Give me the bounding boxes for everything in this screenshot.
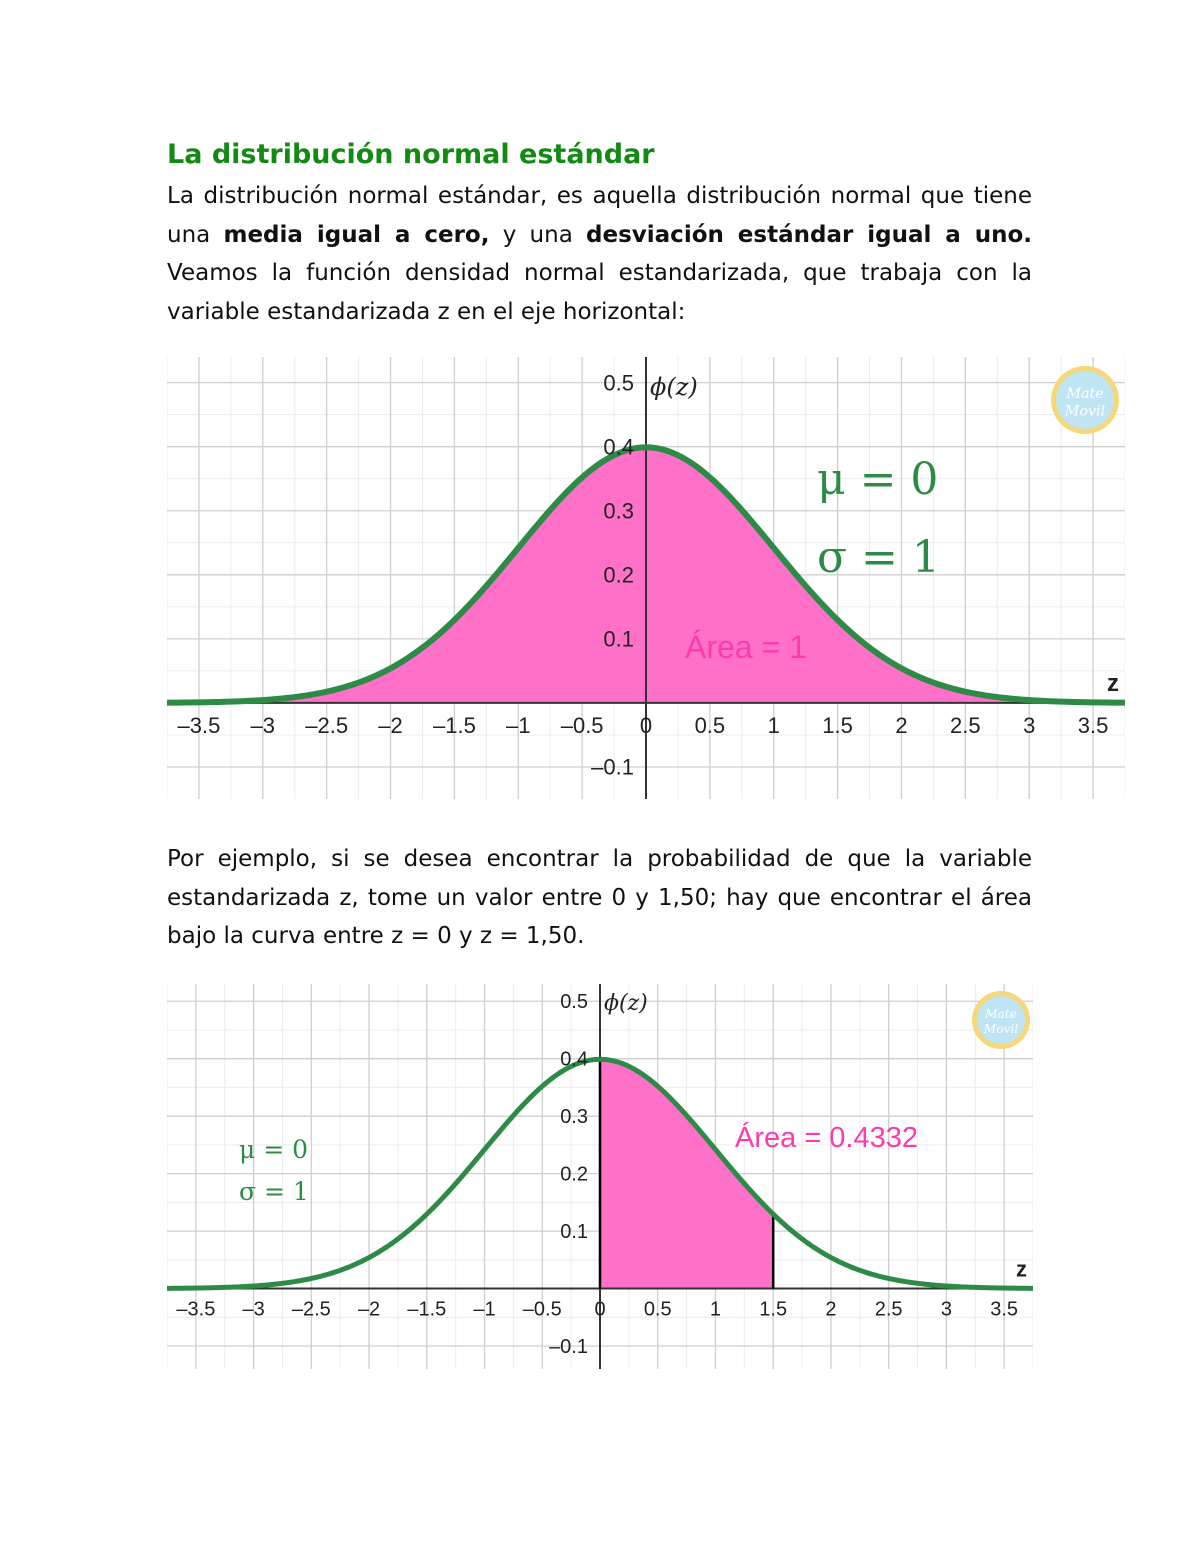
intro-text-2: y una (489, 221, 587, 248)
y-tick-label: 0.3 (560, 1106, 588, 1129)
x-tick-label: 2 (895, 712, 908, 738)
x-tick-label: –2 (357, 1298, 381, 1321)
x-tick-label: –1 (506, 712, 531, 738)
x-tick-label: 1.5 (759, 1298, 788, 1321)
y-tick-label: 0.5 (603, 370, 634, 396)
y-tick-label: 0.2 (603, 562, 634, 588)
mate-movil-logo-icon (972, 991, 1030, 1049)
normal-curve-chart-full (167, 357, 1125, 799)
x-tick-label: –3.5 (176, 1298, 216, 1321)
page-heading: La distribución normal estándar (167, 139, 655, 170)
mu-label: μ = 0 (239, 1135, 308, 1164)
intro-text-1: La distribución normal estándar, es aquella distribución normal que tiene una (167, 183, 1032, 248)
y-tick-label: 0.1 (560, 1221, 588, 1244)
x-axis-label: z (1107, 669, 1119, 697)
sigma-label: σ = 1 (239, 1177, 309, 1206)
x-tick-label: 0.5 (694, 712, 726, 738)
x-tick-label: –0.5 (522, 1298, 562, 1321)
x-tick-label: –3 (242, 1298, 265, 1321)
mu-label: μ = 0 (817, 454, 939, 505)
x-tick-label: 1 (767, 712, 780, 738)
y-tick-label: 0.5 (560, 991, 588, 1014)
y-axis-label: ϕ(z) (650, 373, 698, 401)
logo-line-2: Movil (1064, 403, 1106, 420)
x-tick-label: –0.5 (560, 712, 604, 738)
x-tick-label: –2.5 (291, 1298, 331, 1321)
example-paragraph: Por ejemplo, si se desea encontrar la probabilidad de que la variable estandarizada z, tome un valor entre 0 y 1,50; hay que encontrar el área bajo la curva entre z = 0 y z = 1,50. (167, 846, 1032, 949)
logo-line-1: Mate (1066, 386, 1104, 402)
x-tick-label: –3.5 (177, 712, 221, 738)
y-tick-label: –0.1 (549, 1336, 588, 1359)
intro-bold-mean: media igual a cero, (223, 221, 490, 248)
x-axis-label: z (1016, 1256, 1027, 1282)
sigma-label: σ = 1 (817, 532, 940, 583)
x-tick-label: 3.5 (990, 1298, 1019, 1321)
x-tick-label: –3 (250, 712, 276, 738)
area-label: Área = 0.4332 (735, 1122, 919, 1154)
x-tick-label: 1.5 (822, 712, 853, 738)
x-tick-label: 2.5 (874, 1298, 903, 1321)
logo-line-2: Movil (983, 1022, 1019, 1037)
y-axis-label: ϕ(z) (604, 991, 648, 1016)
x-tick-label: –1.5 (407, 1298, 447, 1321)
x-tick-label: 1 (709, 1298, 722, 1321)
x-tick-label: 2 (825, 1298, 837, 1321)
x-tick-label: 3 (940, 1298, 952, 1321)
intro-paragraph (167, 177, 1032, 331)
x-tick-label: 3.5 (1077, 712, 1109, 738)
x-tick-label: –2 (378, 712, 403, 738)
x-tick-label: 3 (1023, 712, 1036, 738)
x-tick-label: 0 (594, 1298, 606, 1321)
y-tick-label: –0.1 (591, 754, 634, 780)
normal-curve-chart-partial (167, 984, 1033, 1369)
intro-bold-sd: desviación estándar igual a uno. (586, 221, 1033, 248)
area-label: Área = 1 (685, 629, 807, 665)
y-tick-label: 0.4 (560, 1048, 588, 1071)
x-tick-label: 0 (639, 712, 653, 738)
mate-movil-logo-icon (1051, 366, 1119, 434)
x-tick-label: –1.5 (432, 712, 476, 738)
y-tick-label: 0.2 (560, 1163, 588, 1186)
y-tick-label: 0.1 (603, 626, 634, 652)
x-tick-label: –1 (473, 1298, 496, 1321)
y-tick-label: 0.4 (603, 434, 634, 460)
x-tick-label: –2.5 (305, 712, 349, 738)
x-tick-label: 2.5 (950, 712, 981, 738)
logo-line-1: Mate (985, 1007, 1017, 1021)
y-tick-label: 0.3 (603, 498, 634, 524)
x-tick-label: 0.5 (643, 1298, 672, 1321)
intro-text-3: Veamos la función densidad normal estandarizada, que trabaja con la variable estandarizada z en el eje horizontal: (167, 260, 1032, 325)
